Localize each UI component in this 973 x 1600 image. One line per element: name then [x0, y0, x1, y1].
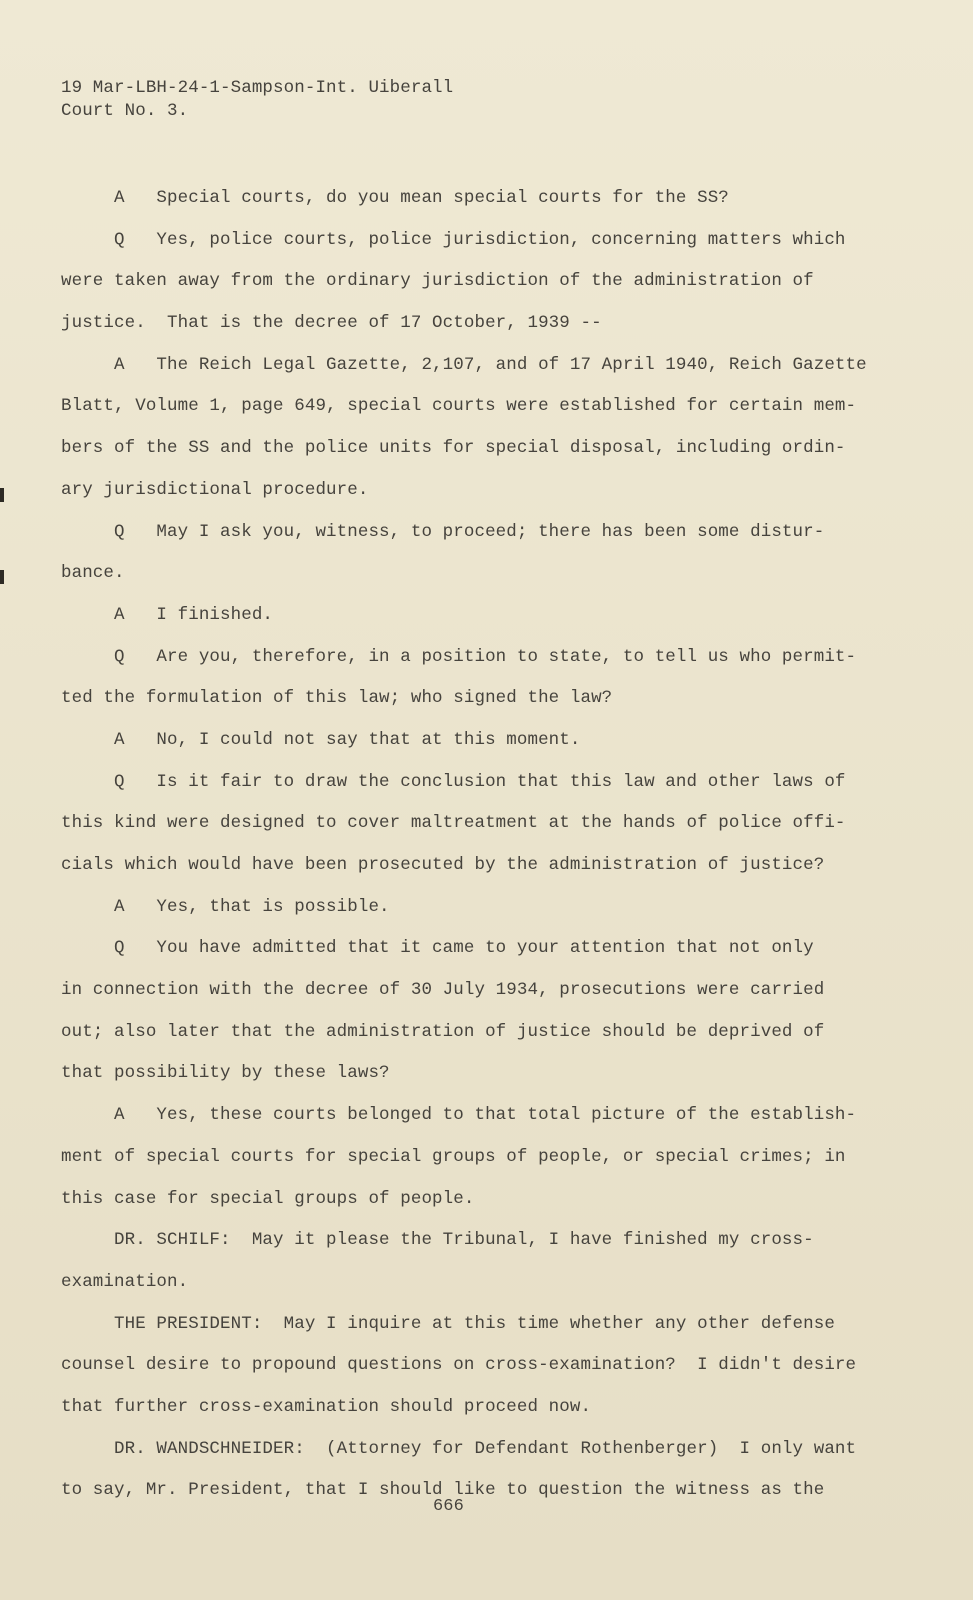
transcript-line: in connection with the decree of 30 July 1934, prosecutions were carried	[61, 980, 825, 1001]
transcript-line: A The Reich Legal Gazette, 2,107, and of 17 April 1940, Reich Gazette	[61, 354, 867, 375]
transcript-line: Q Yes, police courts, police jurisdiction, concerning matters which	[61, 229, 846, 250]
transcript-line: bers of the SS and the police units for special disposal, including ordin-	[61, 438, 846, 459]
transcript-line: bance.	[61, 563, 125, 584]
transcript-line: A I finished.	[61, 604, 274, 625]
transcript-line: DR. WANDSCHNEIDER: (Attorney for Defendant Rothenberger) I only want	[61, 1438, 857, 1459]
transcript-line: ted the formulation of this law; who signed the law?	[61, 688, 613, 709]
transcript-line: A No, I could not say that at this moment.	[61, 729, 581, 750]
transcript-line: were taken away from the ordinary jurisdiction of the administration of	[61, 271, 814, 292]
transcript-line: Blatt, Volume 1, page 649, special courts were established for certain mem-	[61, 396, 857, 417]
transcript-line: ary jurisdictional procedure.	[61, 479, 369, 500]
transcript-line: A Yes, these courts belonged to that total picture of the establish-	[61, 1105, 857, 1126]
transcript-line: out; also later that the administration of justice should be deprived of	[61, 1021, 825, 1042]
transcript-line: to say, Mr. President, that I should like to question the witness as the	[61, 1480, 825, 1501]
transcript-body	[61, 178, 867, 1512]
document-header	[61, 77, 453, 123]
page-number: 666	[433, 1497, 464, 1516]
transcript-line: counsel desire to propound questions on cross-examination? I didn't desire	[61, 1355, 857, 1376]
transcript-line: this kind were designed to cover maltreatment at the hands of police offi-	[61, 813, 846, 834]
transcript-line: that possibility by these laws?	[61, 1063, 390, 1084]
margin-mark	[0, 488, 4, 502]
transcript-line: that further cross-examination should proceed now.	[61, 1396, 592, 1417]
transcript-line: Q You have admitted that it came to your attention that not only	[61, 938, 814, 959]
margin-mark	[0, 570, 4, 584]
transcript-line: A Special courts, do you mean special courts for the SS?	[61, 188, 729, 208]
header-line-1: 19 Mar-LBH-24-1-Sampson-Int. Uiberall	[61, 78, 454, 98]
transcript-line: Q Are you, therefore, in a position to state, to tell us who permit-	[61, 646, 857, 667]
transcript-line: this case for special groups of people.	[61, 1188, 475, 1209]
transcript-line: Q May I ask you, witness, to proceed; there has been some distur-	[61, 521, 825, 542]
transcript-line: THE PRESIDENT: May I inquire at this time whether any other defense	[61, 1313, 835, 1334]
transcript-line: A Yes, that is possible.	[61, 896, 390, 917]
transcript-line: ment of special courts for special groups of people, or special crimes; in	[61, 1146, 846, 1167]
transcript-line: DR. SCHILF: May it please the Tribunal, I have finished my cross-	[61, 1230, 814, 1251]
transcript-line: cials which would have been prosecuted by the administration of justice?	[61, 855, 825, 875]
transcript-line: Q Is it fair to draw the conclusion that this law and other laws of	[61, 771, 846, 792]
transcript-line: justice. That is the decree of 17 October, 1939 --	[61, 313, 602, 334]
header-line-2: Court No. 3.	[61, 101, 189, 121]
transcript-line: examination.	[61, 1271, 189, 1292]
